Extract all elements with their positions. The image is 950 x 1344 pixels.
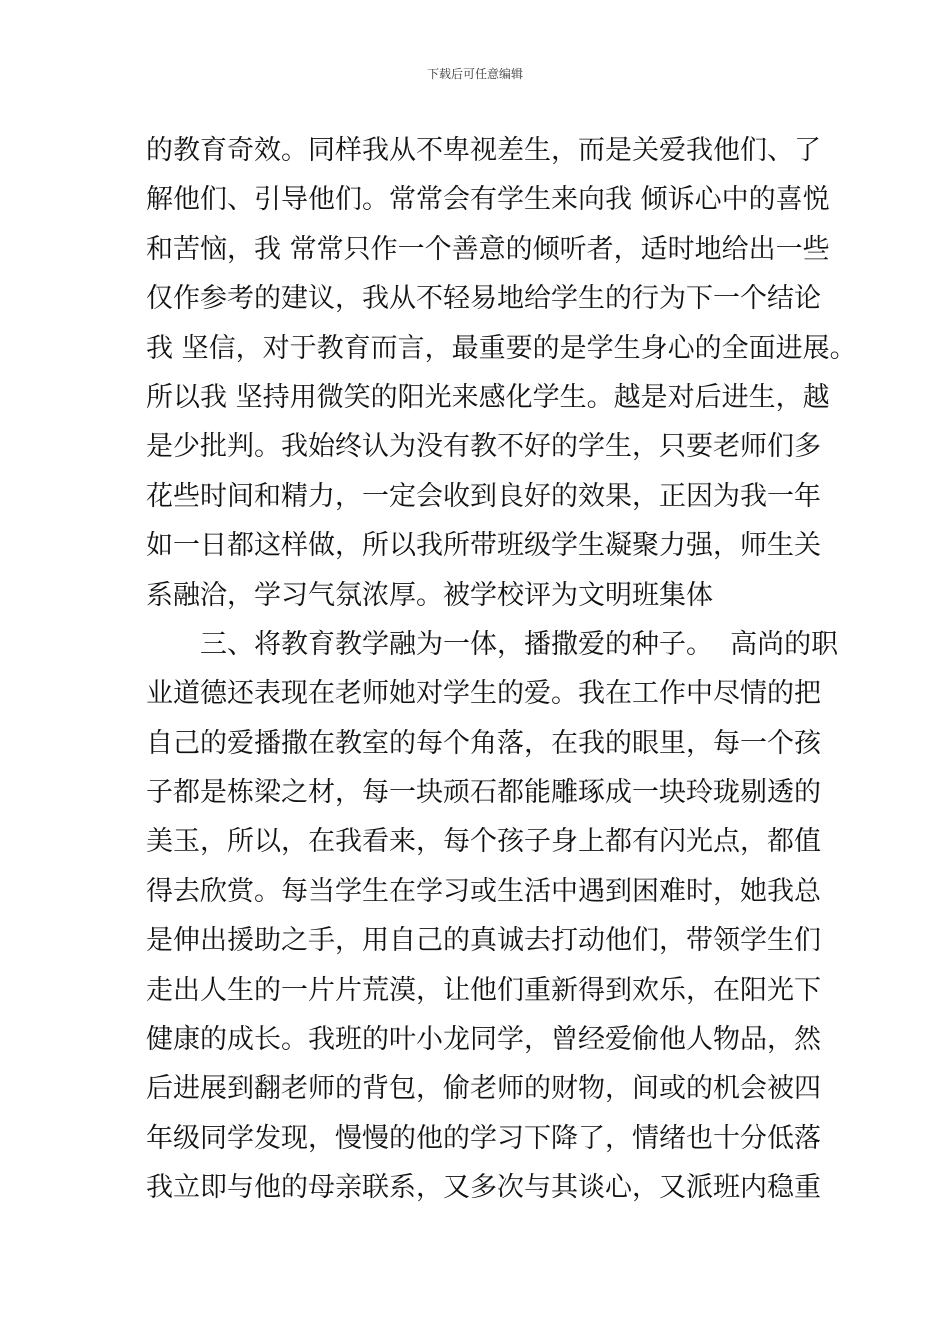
text-line: 自己的爱播撒在教室的每个角落，在我的眼里，每一个孩 xyxy=(146,727,821,759)
text-line: 得去欣赏。每当学生在学习或生活中遇到困难时，她我总 xyxy=(146,875,821,907)
text-line: 的教育奇效。同样我从不卑视差生，而是关爱我他们、了 xyxy=(146,135,821,166)
body-text xyxy=(146,126,857,1213)
text-line: 是伸出援助之手，用自己的真诚去打动他们，带领学生们 xyxy=(146,925,821,957)
text-line: 业道德还表现在老师她对学生的爱。我在工作中尽情的把 xyxy=(146,678,821,710)
text-line: 是少批判。我始终认为没有教不好的学生，只要老师们多 xyxy=(146,431,821,463)
text-line: 美玉，所以，在我看来，每个孩子身上都有闪光点，都值 xyxy=(146,826,821,858)
text-line: 后进展到翻老师的背包，偷老师的财物，间或的机会被四 xyxy=(146,1073,821,1105)
section-heading-line: 三、将教育教学融为一体，播撒爱的种子。 高尚的职 xyxy=(200,628,839,660)
text-line: 我立即与他的母亲联系，又多次与其谈心，又派班内稳重 xyxy=(146,1172,821,1204)
text-line: 子都是栋梁之材，每一块顽石都能雕琢成一块玲珑剔透的 xyxy=(146,777,821,809)
text-line: 所以我 坚持用微笑的阳光来感化学生。越是对后进生，越 xyxy=(146,381,830,413)
header-note: 下载后可任意编辑 xyxy=(426,67,523,81)
text-line: 仅作参考的建议，我从不轻易地给学生的行为下一个结论 xyxy=(146,283,821,315)
text-line: 年级同学发现，慢慢的他的学习下降了，情绪也十分低落 xyxy=(146,1122,821,1154)
text-line: 花些时间和精力，一定会收到良好的效果，正因为我一年 xyxy=(146,480,821,512)
text-line: 解他们、引导他们。常常会有学生来向我 倾诉心中的喜悦 xyxy=(146,184,830,216)
text-line: 健康的成长。我班的叶小龙同学，曾经爱偷他人物品，然 xyxy=(146,1024,821,1056)
text-line: 和苦恼，我 常常只作一个善意的倾听者，适时地给出一些 xyxy=(146,233,830,265)
text-line: 系融洽，学习气氛浓厚。被学校评为文明班集体 xyxy=(146,579,713,611)
text-line: 如一日都这样做，所以我所带班级学生凝聚力强，师生关 xyxy=(146,530,821,562)
text-line: 走出人生的一片片荒漠，让他们重新得到欢乐，在阳光下 xyxy=(146,974,821,1006)
text-line: 我 坚信，对于教育而言，最重要的是学生身心的全面进展。 xyxy=(146,332,857,364)
